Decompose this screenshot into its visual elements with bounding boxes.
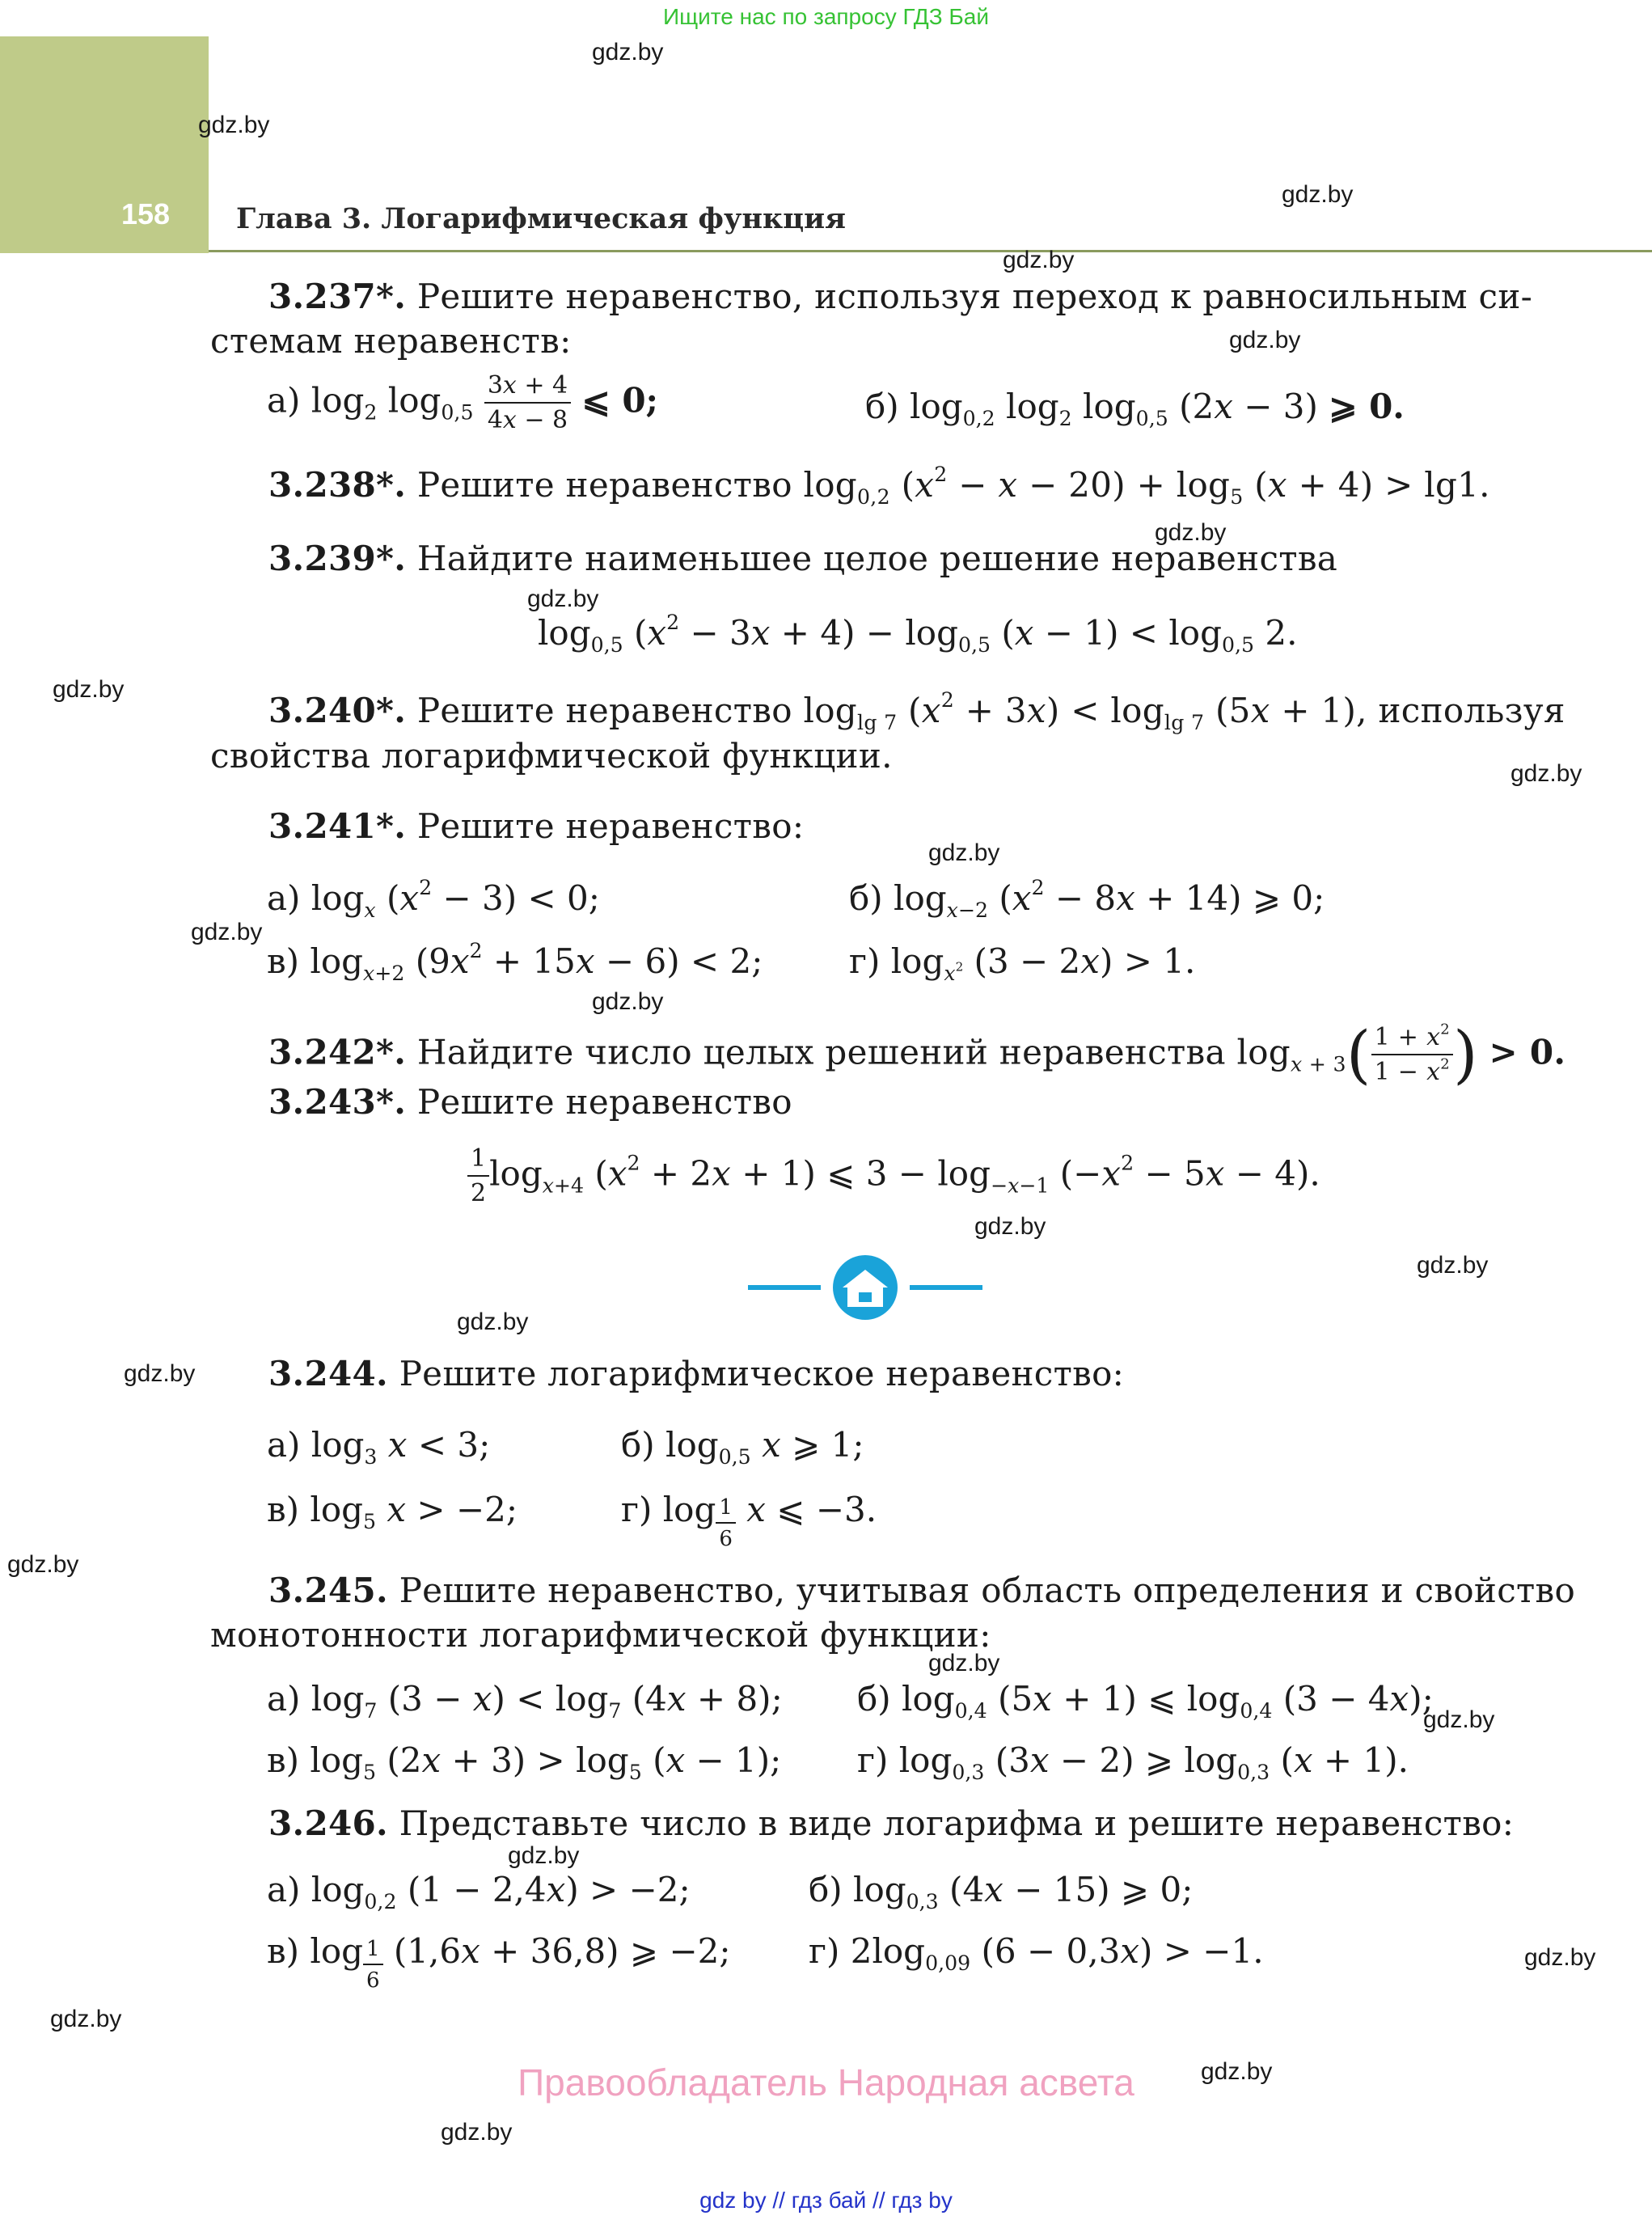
task-text: Решите неравенство, используя переход к равносильным си-	[416, 277, 1533, 316]
task-3-245-line2: монотонности логарифмической функции:	[210, 1615, 991, 1655]
task-3-245-a: а) $\log_7 (3 - x) < \log_7 (4x + 8)$;	[267, 1679, 783, 1723]
watermark: gdz.by	[928, 1650, 1000, 1676]
task-3-244-b: б) $\log_{0,5} x$ ⩾ 1;	[621, 1425, 864, 1469]
task-3-243-formula: $\frac{1}{2}$ $\log_{x+4} (x^2 + 2x + 1)$ ⩽ $3 - \log_{-x-1} (-x^2 - 5x - 4)$.	[467, 1147, 1320, 1206]
watermark: gdz.by	[1423, 1706, 1495, 1733]
watermark: gdz.by	[974, 1213, 1046, 1240]
task-3-241-g: г) $\log_{x^2} (3 - 2x) > 1$.	[849, 941, 1196, 985]
task-3-245-g: г) $\log_{0,3} (3x - 2)$ ⩾ $\log_{0,3} (x + 1)$.	[857, 1740, 1409, 1784]
item-label: а)	[267, 1870, 301, 1909]
task-3-242: 3.242*. Найдите число целых решений неравенства $\log_{x + 3}$( $\frac{1 + x^2}{1 - x^2}$ ) > 0.	[268, 1018, 1566, 1092]
top-banner[interactable]: Ищите нас по запросу ГДЗ Бай	[662, 4, 990, 29]
item-label: г)	[857, 1740, 889, 1780]
item-label: в)	[267, 1740, 300, 1780]
task-3-241-v: в) $\log_{x+2} (9x^2 + 15x - 6) < 2$;	[267, 939, 763, 985]
task-3-245-v: в) $\log_5 (2x + 3) > \log_5 (x - 1)$;	[267, 1740, 782, 1784]
task-3-239	[268, 537, 1337, 581]
task-3-237-line1	[268, 275, 1532, 319]
task-number: 3.246.	[268, 1803, 388, 1843]
item-label: б)	[621, 1425, 655, 1465]
task-3-246-g: г) $2\log_{0,09}$ (6 − 0,3x) > −1.	[809, 1931, 1264, 1975]
copyright-text: Правообладатель Народная асвета	[518, 2061, 1134, 2103]
task-text: Найдите наименьшее целое решение неравенства	[416, 539, 1338, 578]
item-label: б)	[857, 1679, 891, 1719]
watermark: gdz.by	[592, 39, 664, 66]
task-3-241-b: б) $\log_{x-2} (x^2 - 8x + 14)$ ⩾ 0;	[849, 876, 1325, 922]
task-3-237-line2: стемам неравенств:	[210, 321, 572, 361]
fraction: $\frac{1}{2}$	[467, 1147, 489, 1206]
watermark: gdz.by	[1201, 2058, 1273, 2085]
footer-links[interactable]: gdz by // гдз бай // гдз by	[699, 2188, 953, 2213]
item-label: а)	[267, 380, 301, 421]
watermark: gdz.by	[1510, 760, 1582, 787]
watermark: gdz.by	[124, 1360, 196, 1387]
item-label: б)	[849, 878, 883, 918]
item-label: в)	[267, 941, 300, 981]
watermark: gdz.by	[508, 1842, 580, 1869]
task-number: 3.244.	[268, 1354, 388, 1393]
task-3-244-a: а) $\log_3 x < 3$;	[267, 1425, 491, 1469]
task-3-240-line1: 3.240*. Решите неравенство $\log_{lg 7} (x^2 + 3x) < \log_{lg 7} (5x + 1)$, используя	[268, 688, 1565, 734]
task-3-244	[268, 1352, 1124, 1396]
task-3-237-a: а) $\log_2 \log_{0,5}$ $\frac{3x + 4}{4x - 8}$ ⩽ 0;	[267, 371, 659, 434]
item-label: б)	[865, 387, 899, 426]
task-text: Решите неравенство	[416, 691, 792, 730]
page-number: 158	[121, 197, 171, 230]
task-3-241	[268, 805, 804, 848]
task-number: 3.239*.	[268, 539, 407, 578]
task-number: 3.242*.	[268, 1032, 407, 1072]
task-text: Найдите число целых решений неравенства	[416, 1032, 1226, 1072]
task-text: Решите неравенство, учитывая область определения и свойство	[399, 1571, 1576, 1610]
watermark: gdz.by	[1155, 519, 1227, 546]
watermark: gdz.by	[50, 2006, 122, 2032]
task-3-238: 3.238*. Решите неравенство $\log_{0,2} (x^2 - x - 20) + \log_5 (x + 4) > \lg 1$.	[268, 463, 1490, 509]
task-3-244-g: г) log $\frac{1}{6}$ x ⩽ −3.	[621, 1490, 877, 1551]
task-text: Решите неравенство:	[416, 806, 805, 846]
task-3-243	[268, 1080, 792, 1124]
task-text: Решите неравенство	[416, 465, 792, 505]
task-number: 3.240*.	[268, 691, 407, 730]
task-number: 3.243*.	[268, 1082, 407, 1122]
task-number: 3.245.	[268, 1571, 388, 1610]
task-text: Решите логарифмическое неравенство:	[399, 1354, 1125, 1393]
item-label: а)	[267, 1679, 301, 1719]
task-3-246	[268, 1802, 1514, 1846]
watermark: gdz.by	[457, 1309, 529, 1335]
task-3-241-a: а) $\log_x (x^2 - 3) < 0$;	[267, 876, 600, 922]
fraction: $\frac{1}{6}$	[363, 1939, 383, 1991]
watermark: gdz.by	[1282, 181, 1354, 208]
task-text: Представьте число в виде логарифма и решите неравенство:	[399, 1803, 1515, 1843]
header-green-block	[0, 36, 209, 253]
watermark: gdz.by	[7, 1551, 79, 1578]
watermark: gdz.by	[1229, 327, 1301, 353]
fraction: $\frac{1 + x^2}{1 - x^2}$	[1371, 1025, 1454, 1085]
item-label: а)	[267, 1425, 301, 1465]
task-number: 3.241*.	[268, 806, 407, 846]
task-3-246-b: б) $\log_{0,3} (4x - 15)$ ⩾ 0;	[809, 1870, 1194, 1913]
watermark: gdz.by	[191, 919, 263, 945]
task-3-246-a: а) $\log_{0,2} (1 - 2,4x) > -2$;	[267, 1870, 691, 1913]
item-label: а)	[267, 878, 301, 918]
task-number: 3.238*.	[268, 465, 407, 505]
task-3-240-line2: свойства логарифмической функции.	[210, 736, 893, 776]
task-3-244-v: в) $\log_5 x > -2$;	[267, 1490, 518, 1533]
task-3-245-b: б) $\log_{0,4} (5x + 1)$ ⩽ $\log_{0,4} (3 - 4x)$;	[857, 1679, 1434, 1723]
task-text: Решите неравенство	[416, 1082, 792, 1122]
item-label: г)	[621, 1490, 653, 1529]
chapter-title: Глава 3. Логарифмическая функция	[236, 202, 846, 235]
task-3-239-formula: $\log_{0,5} (x^2 - 3x + 4) - \log_{0,5} (x - 1) < \log_{0,5} 2$.	[538, 611, 1298, 657]
fraction: $\frac{3x + 4}{4x - 8}$	[484, 374, 571, 433]
task-3-237-b: б) $\log_{0,2} \log_2 \log_{0,5} (2x - 3)$ ⩾ 0.	[865, 387, 1405, 430]
watermark: gdz.by	[592, 988, 664, 1015]
watermark: gdz.by	[1417, 1252, 1489, 1279]
home-icon	[833, 1255, 898, 1320]
item-label: г)	[849, 941, 881, 981]
item-label: б)	[809, 1870, 843, 1909]
item-label: г)	[809, 1931, 840, 1971]
watermark: gdz.by	[1524, 1944, 1596, 1971]
item-label: в)	[267, 1490, 300, 1529]
watermark: gdz.by	[527, 586, 599, 612]
task-3-246-v: в) log $\frac{1}{6}$ (1,6x + 36,8) ⩾ −2;	[267, 1931, 731, 1993]
item-label: в)	[267, 1931, 300, 1971]
task-text-after: используя	[1378, 691, 1565, 730]
task-number: 3.237*.	[268, 277, 407, 316]
watermark: gdz.by	[441, 2119, 513, 2146]
watermark: gdz.by	[928, 839, 1000, 866]
task-3-245-line1	[268, 1569, 1575, 1613]
header-rule	[209, 250, 1652, 252]
watermark: gdz.by	[53, 676, 125, 703]
fraction: $\frac{1}{6}$	[716, 1497, 736, 1550]
section-separator	[744, 1255, 987, 1320]
watermark: gdz.by	[1003, 247, 1075, 273]
watermark: gdz.by	[198, 112, 270, 138]
